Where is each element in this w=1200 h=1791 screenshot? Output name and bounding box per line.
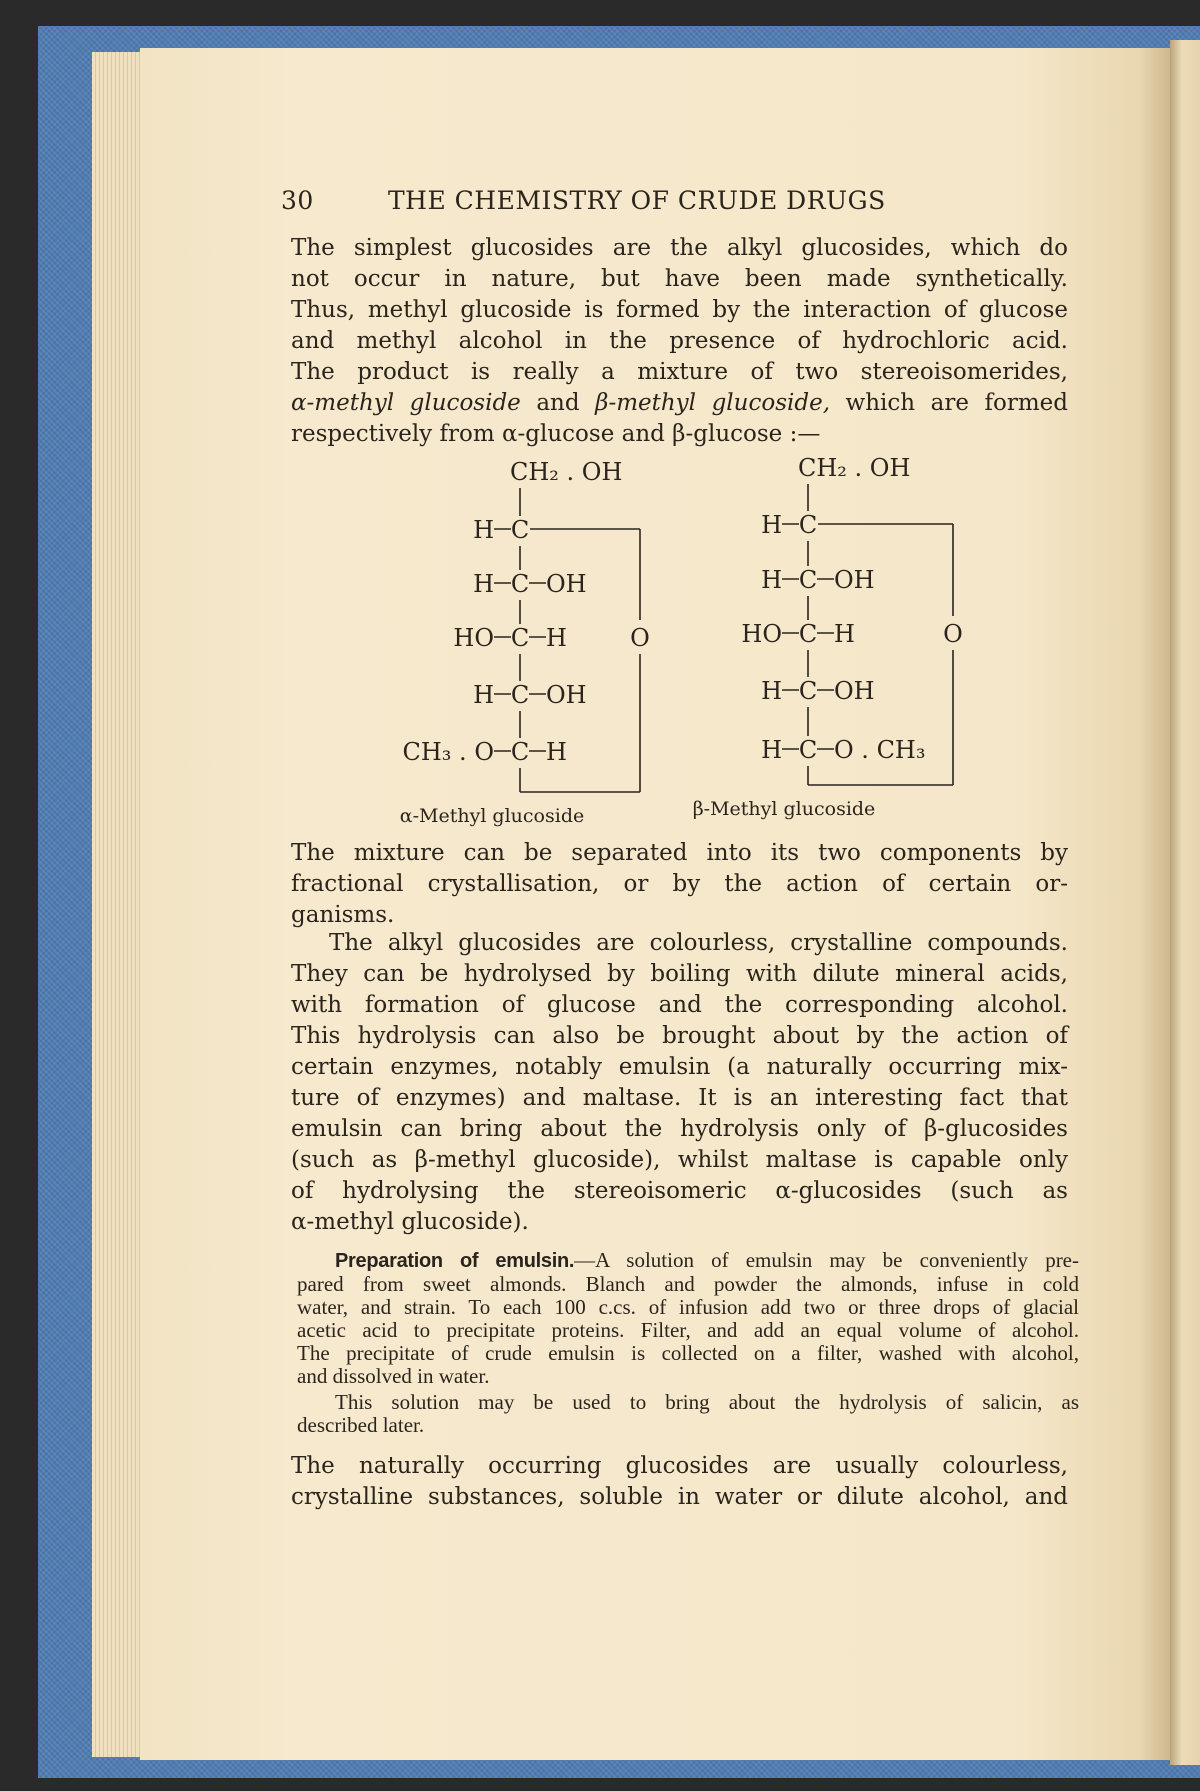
left-group: HO [741,620,782,648]
text-line: and methyl alcohol in the presence of hydrochloric acid. [291,328,1068,354]
left-group: H [473,516,494,544]
left-group: CH₃ . O [402,738,494,766]
carbon-atom: C [510,681,530,709]
top-group: CH₂ . OH [510,458,623,486]
carbon-atom: C [798,620,818,648]
right-group: H [546,624,567,652]
carbon-atom: C [798,736,818,764]
run-in-heading: Preparation of emulsin. [335,1250,575,1272]
right-group: OH [546,681,587,709]
text-line: of hydrolysing the stereoisomeric α-glucosides (such as [291,1178,1068,1204]
text-line: with formation of glucose and the corresponding alcohol. [291,992,1068,1018]
text-line: (such as β-methyl glucoside), whilst maltase is capable only [291,1147,1068,1173]
text-line: This solution may be used to bring about the hydrolysis of salicin, as [335,1390,1079,1414]
text-line: fractional crystallisation, or by the action of certain or- [291,871,1068,897]
beta-methyl-glucoside-formula [693,454,963,820]
ring-oxygen: O [943,620,963,648]
formula-caption: α-Methyl glucoside [399,805,585,827]
left-group: H [761,677,782,705]
right-group: OH [834,677,875,705]
text-line: water, and strain. To each 100 c.cs. of infusion add two or three drops of glacial [297,1295,1079,1319]
text-line: acetic acid to precipitate proteins. Filter, and add an equal volume of alcohol. [297,1318,1079,1342]
ring-oxygen: O [630,624,650,652]
text-line: α-methyl glucoside). [291,1209,529,1235]
text-line [291,388,1068,419]
right-group: H [546,738,567,766]
small-print-preparation [297,1249,1079,1388]
text-line: certain enzymes, notably emulsin (a naturally occurring mix- [291,1054,1068,1080]
text-line: described later. [297,1413,425,1437]
text-segment: and [520,390,596,416]
text-line: The product is really a mixture of two stereoisomerides, [291,359,1068,385]
text-line: crystalline substances, soluble in water or dilute alcohol, and [291,1484,1068,1510]
page-number: 30 [281,186,314,215]
small-print-note [297,1391,1079,1437]
paragraph-4 [291,1451,1068,1513]
text-line: and dissolved in water. [297,1364,490,1388]
facing-page-edge [1170,40,1200,1765]
left-group: H [473,570,494,598]
glucoside-formulas [380,440,1000,830]
left-group: HO [453,624,494,652]
formula-caption: β-Methyl glucoside [692,798,876,820]
text-line: The simplest glucosides are the alkyl glucosides, which do [291,235,1068,261]
carbon-atom: C [510,738,530,766]
text-segment: which are formed [830,390,1069,416]
carbon-atom: C [510,624,530,652]
paragraph-2 [291,838,1068,931]
carbon-atom: C [510,570,530,598]
left-group: H [761,736,782,764]
text-line: This hydrolysis can also be brought about by the action of [291,1023,1068,1049]
text-segment: β-methyl glucoside, [595,390,831,416]
text-line: Thus, methyl glucoside is formed by the interaction of glucose [291,297,1068,323]
text-line: The naturally occurring glucosides are usually colourless, [291,1453,1068,1479]
right-group: H [834,620,855,648]
left-group: H [473,681,494,709]
paragraph-3 [291,928,1068,1238]
text-segment: —A solution of emulsin may be conveniently pre- [574,1248,1079,1272]
alpha-methyl-glucoside-formula [400,458,650,827]
text-segment: α-methyl glucoside [291,390,521,416]
paragraph-1 [291,233,1068,450]
text-line: emulsin can bring about the hydrolysis only of β-glucosides [291,1116,1068,1142]
running-title: THE CHEMISTRY OF CRUDE DRUGS [388,186,886,215]
right-group: OH [834,566,875,594]
text-line: The precipitate of crude emulsin is collected on a filter, washed with alcohol, [297,1341,1079,1365]
text-line [297,1249,1079,1273]
text-line: The mixture can be separated into its two components by [291,840,1068,866]
text-line: respectively from α-glucose and β-glucose :— [291,421,821,447]
top-group: CH₂ . OH [798,454,911,482]
right-group: OH [546,570,587,598]
left-group: H [761,511,782,539]
right-group: O . CH₃ [834,736,926,764]
carbon-atom: C [798,677,818,705]
carbon-atom: C [798,566,818,594]
left-group: H [761,566,782,594]
text-line: pared from sweet almonds. Blanch and powder the almonds, infuse in cold [297,1272,1079,1296]
carbon-atom: C [798,511,818,539]
text-line: ganisms. [291,902,395,928]
text-line: not occur in nature, but have been made synthetically. [291,266,1068,292]
carbon-atom: C [510,516,530,544]
text-line: ture of enzymes) and maltase. It is an interesting fact that [291,1085,1068,1111]
text-line: They can be hydrolysed by boiling with dilute mineral acids, [291,961,1068,987]
text-line: The alkyl glucosides are colourless, crystalline compounds. [329,930,1068,956]
